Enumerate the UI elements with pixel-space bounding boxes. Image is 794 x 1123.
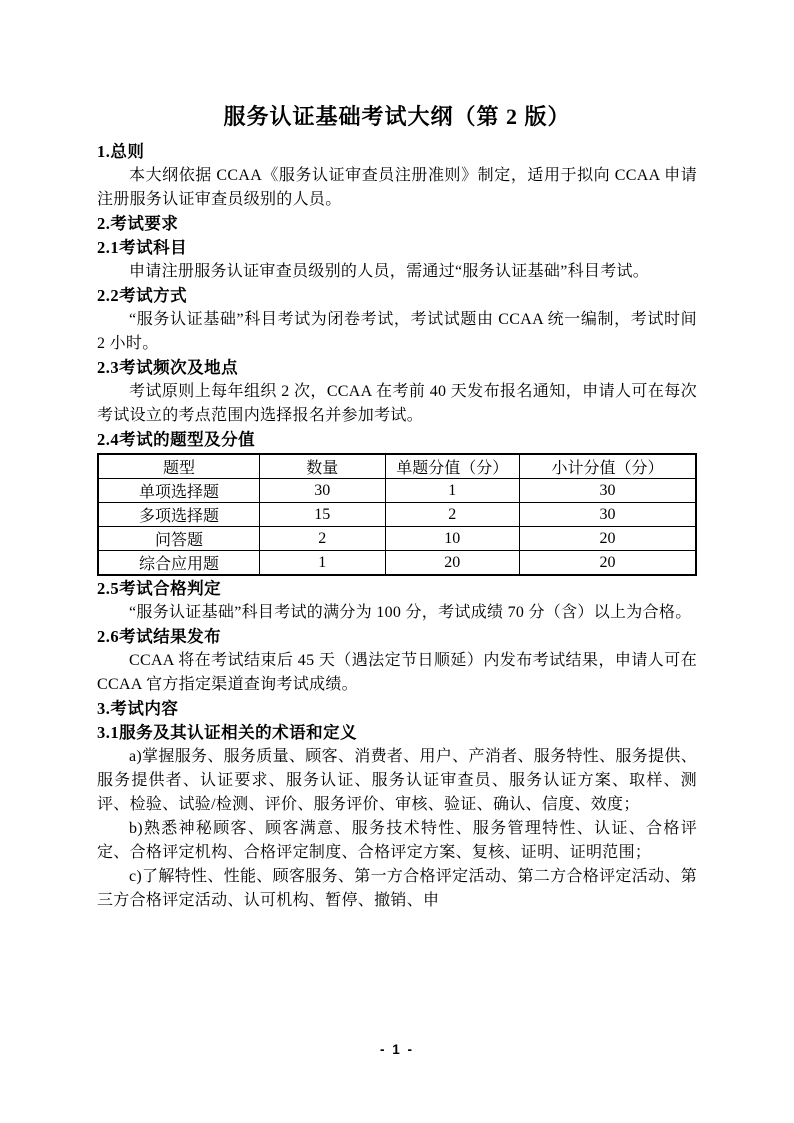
table-cell: 2 — [259, 527, 385, 551]
table-cell: 1 — [385, 479, 520, 503]
section-1-paragraph: 本大纲依据 CCAA《服务认证审查员注册准则》制定，适用于拟向 CCAA 申请注册服务认证审查员级别的人员。 — [97, 167, 697, 208]
section-2-1-paragraph: 申请注册服务认证审查员级别的人员，需通过“服务认证基础”科目考试。 — [129, 263, 650, 280]
section-3-1-paragraph-b: b)熟悉神秘顾客、顾客满意、服务技术特性、服务管理特性、认证、合格评定、合格评定机构、合格评定制度、合格评定方案、复核、证明、证明范围； — [97, 820, 697, 861]
section-3-1-paragraph-c: c)了解特性、性能、顾客服务、第一方合格评定活动、第二方合格评定活动、第三方合格评定活动、认可机构、暂停、撤销、申 — [97, 868, 697, 909]
table-cell: 10 — [385, 527, 520, 551]
table-cell: 20 — [520, 551, 696, 576]
table-header-row — [98, 454, 696, 479]
section-2-5-paragraph: “服务认证基础”科目考试的满分为 100 分，考试成绩 70 分（含）以上为合格。 — [129, 604, 692, 621]
section-3-1-paragraph-a: a)掌握服务、服务质量、顾客、消费者、用户、产消者、服务特性、服务提供、服务提供者、认证要求、服务认证、服务认证审查员、服务认证方案、取样、测评、检验、试验/检测、评价、服务评价、审核、验证、确认、信度、效度； — [97, 748, 697, 813]
table-header-points-per-question: 单题分值（分） — [385, 454, 520, 479]
table-header-subtotal-points: 小计分值（分） — [520, 454, 696, 479]
table-cell: 20 — [385, 551, 520, 576]
section-2-6-paragraph: CCAA 将在考试结束后 45 天（遇法定节日顺延）内发布考试结果，申请人可在 CCAA 官方指定渠道查询考试成绩。 — [97, 652, 697, 693]
section-heading-2-1: 2.1考试科目 — [97, 238, 188, 257]
table-cell: 2 — [385, 503, 520, 527]
section-heading-2-5: 2.5考试合格判定 — [97, 579, 222, 598]
section-heading-3: 3.考试内容 — [97, 699, 179, 718]
table-cell: 1 — [259, 551, 385, 576]
section-2-3-paragraph: 考试原则上每年组织 2 次，CCAA 在考前 40 天发布报名通知，申请人可在每次考试设立的考点范围内选择报名并参加考试。 — [97, 383, 697, 424]
section-heading-3-1: 3.1服务及其认证相关的术语和定义 — [97, 723, 358, 742]
section-2-2-paragraph: “服务认证基础”科目考试为闭卷考试，考试试题由 CCAA 统一编制，考试时间 2 小时。 — [97, 311, 697, 352]
table-cell: 15 — [259, 503, 385, 527]
section-heading-2-2: 2.2考试方式 — [97, 286, 188, 305]
section-heading-2: 2.考试要求 — [97, 214, 179, 233]
table-row — [98, 551, 696, 576]
table-row — [98, 479, 696, 503]
table-row — [98, 503, 696, 527]
table-cell: 30 — [259, 479, 385, 503]
table-header-quantity: 数量 — [259, 454, 385, 479]
table-row — [98, 527, 696, 551]
table-cell: 综合应用题 — [98, 551, 259, 576]
section-heading-1: 1.总则 — [97, 142, 145, 161]
table-cell: 多项选择题 — [98, 503, 259, 527]
document-title: 服务认证基础考试大纲（第 2 版） — [223, 104, 571, 129]
table-header-question-type: 题型 — [98, 454, 259, 479]
table-cell: 20 — [520, 527, 696, 551]
table-cell: 问答题 — [98, 527, 259, 551]
section-heading-2-6: 2.6考试结果发布 — [97, 627, 222, 646]
section-heading-2-3: 2.3考试频次及地点 — [97, 358, 239, 377]
table-cell: 30 — [520, 503, 696, 527]
table-cell: 30 — [520, 479, 696, 503]
table-cell: 单项选择题 — [98, 479, 259, 503]
footer-page-number: - 1 - — [379, 1042, 414, 1057]
exam-score-table — [97, 453, 697, 576]
section-heading-2-4: 2.4考试的题型及分值 — [97, 430, 256, 449]
